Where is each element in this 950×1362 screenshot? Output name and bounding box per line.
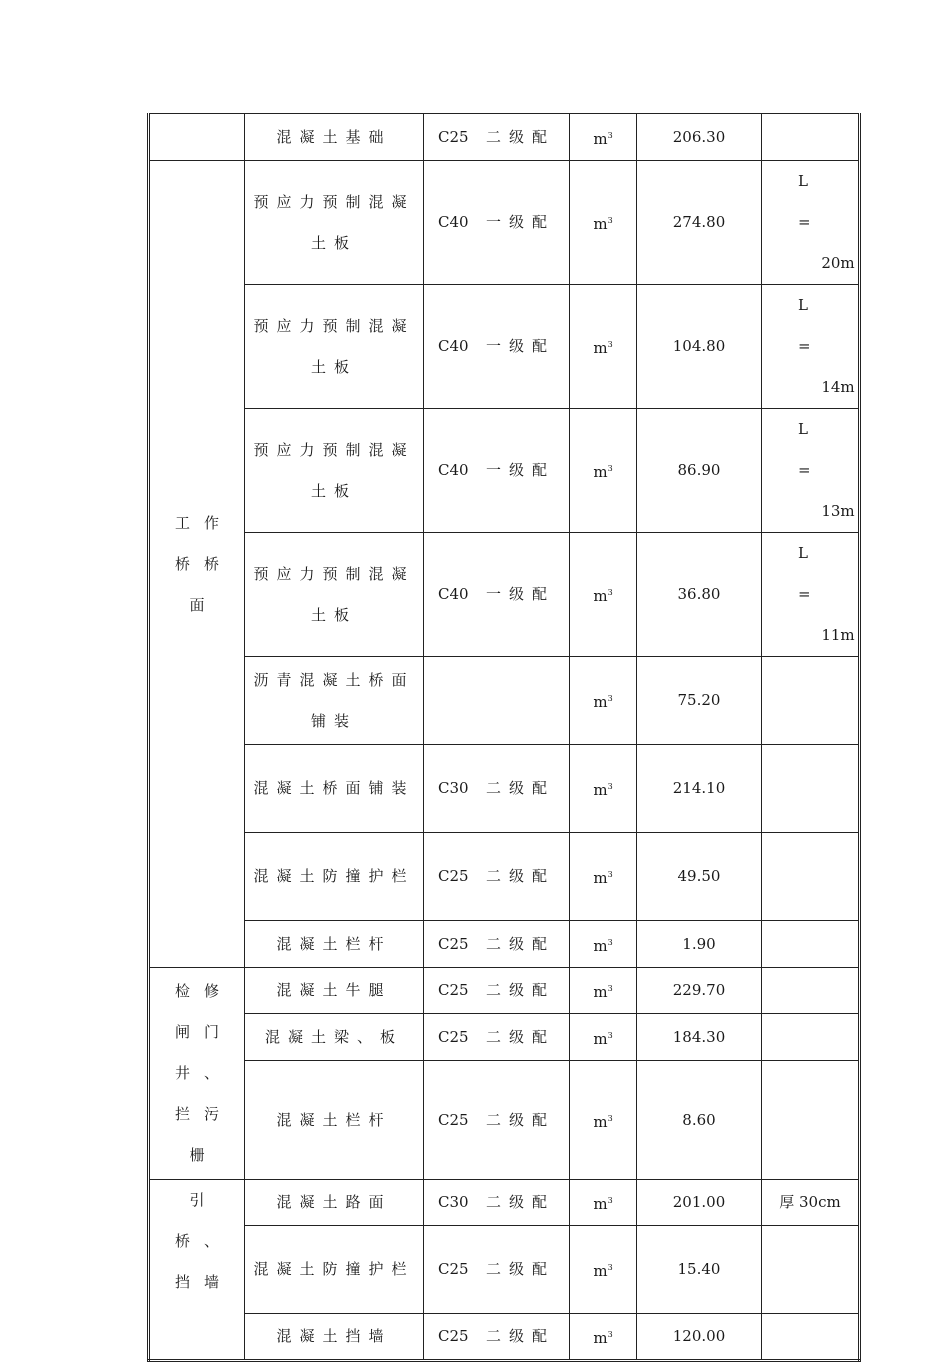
grade-cell [424, 968, 570, 1014]
grade-mix: 二级配 [485, 1110, 555, 1129]
note-cell [762, 114, 860, 161]
table-row [149, 409, 860, 533]
grade-code: C25 [437, 1027, 469, 1046]
unit-exponent: 3 [607, 340, 613, 349]
grade-cell [424, 409, 570, 533]
unit-cell [570, 1314, 637, 1361]
grade-mix: 二级配 [485, 1193, 555, 1211]
part-cell-work-bridge: 工作桥桥面 [149, 161, 245, 968]
note-cell [762, 745, 860, 833]
note-length-value: 13m [821, 502, 855, 520]
note-cell [762, 161, 860, 285]
note-cell [762, 833, 860, 921]
note-length-label: L = [798, 544, 831, 603]
unit-exponent: 3 [607, 870, 613, 879]
unit-symbol: m [593, 1262, 608, 1280]
unit-exponent: 3 [607, 1030, 613, 1040]
item-cell: 混凝土防撞护栏 [245, 1226, 424, 1314]
grade-cell-empty [424, 657, 570, 745]
part-cell-gate-well: 检修闸门井、拦污栅 [149, 968, 245, 1180]
grade-code: C40 [437, 461, 469, 479]
note-cell [762, 1014, 860, 1061]
grade-code: C25 [437, 1260, 469, 1278]
table-row [149, 533, 860, 657]
quantity-cell: 15.40 [637, 1226, 762, 1314]
unit-exponent: 3 [607, 216, 613, 225]
grade-code: C40 [437, 213, 469, 231]
quantity-table [147, 113, 861, 1362]
unit-exponent: 3 [607, 464, 613, 473]
quantity-cell: 201.00 [637, 1180, 762, 1226]
item-cell: 预应力预制混凝土板 [245, 285, 424, 409]
table-row [149, 1180, 860, 1226]
unit-cell [570, 161, 637, 285]
grade-mix: 一级配 [485, 213, 555, 231]
item-cell: 预应力预制混凝土板 [245, 533, 424, 657]
quantity-cell: 229.70 [637, 968, 762, 1014]
item-cell: 混凝土栏杆 [245, 921, 424, 968]
table-row [149, 921, 860, 968]
grade-cell [424, 533, 570, 657]
grade-cell [424, 114, 570, 161]
quantity-cell: 1.90 [637, 921, 762, 968]
unit-exponent: 3 [607, 782, 613, 791]
note-length-value: 11m [821, 626, 855, 644]
unit-cell [570, 968, 637, 1014]
table-row [149, 1014, 860, 1061]
unit-exponent: 3 [607, 588, 613, 597]
note-length-label: L = [798, 420, 831, 479]
item-cell: 混凝土桥面铺装 [245, 745, 424, 833]
grade-cell [424, 1180, 570, 1226]
item-cell: 预应力预制混凝土板 [245, 409, 424, 533]
grade-code: C25 [437, 934, 469, 953]
grade-mix: 二级配 [485, 1327, 555, 1345]
grade-code: C25 [437, 867, 469, 885]
grade-code: C40 [437, 585, 469, 603]
unit-cell [570, 409, 637, 533]
grade-code: C25 [437, 1110, 469, 1129]
quantity-cell: 206.30 [637, 114, 762, 161]
unit-symbol: m [593, 983, 608, 1001]
table-row [149, 1226, 860, 1314]
table-row [149, 657, 860, 745]
grade-cell [424, 833, 570, 921]
quantity-cell: 36.80 [637, 533, 762, 657]
table-row [149, 833, 860, 921]
unit-exponent: 3 [607, 694, 613, 703]
item-cell: 预应力预制混凝土板 [245, 161, 424, 285]
item-cell: 混凝土栏杆 [245, 1061, 424, 1180]
note-length-value: 20m [821, 254, 855, 272]
unit-symbol: m [593, 936, 608, 955]
unit-symbol: m [593, 215, 608, 233]
unit-exponent: 3 [607, 1263, 613, 1272]
quantity-cell: 184.30 [637, 1014, 762, 1061]
unit-exponent: 3 [607, 1113, 613, 1123]
item-cell: 混凝土基础 [245, 114, 424, 161]
table-row [149, 1061, 860, 1180]
quantity-cell: 214.10 [637, 745, 762, 833]
note-cell: 厚 30cm [762, 1180, 860, 1226]
grade-mix: 一级配 [485, 337, 555, 355]
grade-cell [424, 1226, 570, 1314]
grade-mix: 二级配 [485, 779, 555, 797]
unit-symbol: m [593, 781, 608, 799]
unit-exponent: 3 [607, 984, 613, 993]
table-row [149, 114, 860, 161]
grade-mix: 二级配 [485, 981, 555, 999]
unit-cell [570, 1180, 637, 1226]
table-row [149, 745, 860, 833]
grade-cell [424, 1014, 570, 1061]
unit-symbol: m [593, 129, 608, 148]
quantity-cell: 120.00 [637, 1314, 762, 1361]
grade-cell [424, 745, 570, 833]
unit-cell [570, 533, 637, 657]
table-row [149, 285, 860, 409]
unit-symbol: m [593, 463, 608, 481]
unit-cell [570, 114, 637, 161]
grade-mix: 一级配 [485, 585, 555, 603]
note-length-label: L = [798, 296, 831, 355]
grade-cell [424, 1061, 570, 1180]
unit-exponent: 3 [607, 130, 613, 140]
grade-code: C25 [437, 981, 469, 999]
unit-exponent: 3 [607, 1196, 613, 1205]
quantity-cell: 75.20 [637, 657, 762, 745]
grade-mix: 二级配 [485, 934, 555, 953]
unit-exponent: 3 [607, 937, 613, 947]
note-length-value: 14m [821, 378, 855, 396]
grade-code: C30 [437, 779, 469, 797]
table-row [149, 968, 860, 1014]
grade-cell [424, 1314, 570, 1361]
unit-cell [570, 1226, 637, 1314]
unit-symbol: m [593, 869, 608, 887]
unit-symbol: m [593, 587, 608, 605]
quantity-cell: 49.50 [637, 833, 762, 921]
unit-cell [570, 285, 637, 409]
grade-cell [424, 921, 570, 968]
unit-cell [570, 657, 637, 745]
part-cell-approach: 引桥、挡墙 [149, 1180, 245, 1361]
grade-code: C25 [437, 1327, 469, 1345]
item-cell: 混凝土牛腿 [245, 968, 424, 1014]
unit-cell [570, 833, 637, 921]
grade-cell [424, 285, 570, 409]
note-cell [762, 657, 860, 745]
unit-symbol: m [593, 339, 608, 357]
grade-mix: 二级配 [485, 127, 555, 146]
unit-exponent: 3 [607, 1330, 613, 1339]
grade-mix: 二级配 [485, 1027, 555, 1046]
grade-mix: 一级配 [485, 461, 555, 479]
item-cell: 混凝土路面 [245, 1180, 424, 1226]
unit-cell [570, 1014, 637, 1061]
note-cell [762, 921, 860, 968]
unit-symbol: m [593, 1029, 608, 1048]
quantity-cell: 104.80 [637, 285, 762, 409]
part-cell-empty [149, 114, 245, 161]
note-cell [762, 968, 860, 1014]
note-cell [762, 1314, 860, 1361]
table-row [149, 1314, 860, 1361]
item-cell: 混凝土防撞护栏 [245, 833, 424, 921]
unit-symbol: m [593, 1195, 608, 1213]
quantity-cell: 274.80 [637, 161, 762, 285]
grade-mix: 二级配 [485, 867, 555, 885]
note-cell [762, 409, 860, 533]
quantity-cell: 8.60 [637, 1061, 762, 1180]
unit-symbol: m [593, 1112, 608, 1131]
unit-symbol: m [593, 693, 608, 711]
note-cell [762, 1226, 860, 1314]
note-cell [762, 1061, 860, 1180]
grade-code: C25 [437, 127, 469, 146]
note-length-label: L = [798, 172, 831, 231]
unit-cell [570, 921, 637, 968]
grade-code: C30 [437, 1193, 469, 1211]
unit-cell [570, 1061, 637, 1180]
table-row [149, 161, 860, 285]
note-cell [762, 285, 860, 409]
note-cell [762, 533, 860, 657]
item-cell: 沥青混凝土桥面铺装 [245, 657, 424, 745]
grade-code: C40 [437, 337, 469, 355]
grade-mix: 二级配 [485, 1260, 555, 1278]
item-cell: 混凝土挡墙 [245, 1314, 424, 1361]
unit-cell [570, 745, 637, 833]
unit-symbol: m [593, 1329, 608, 1347]
grade-cell [424, 161, 570, 285]
quantity-cell: 86.90 [637, 409, 762, 533]
item-cell: 混凝土梁、板 [245, 1014, 424, 1061]
